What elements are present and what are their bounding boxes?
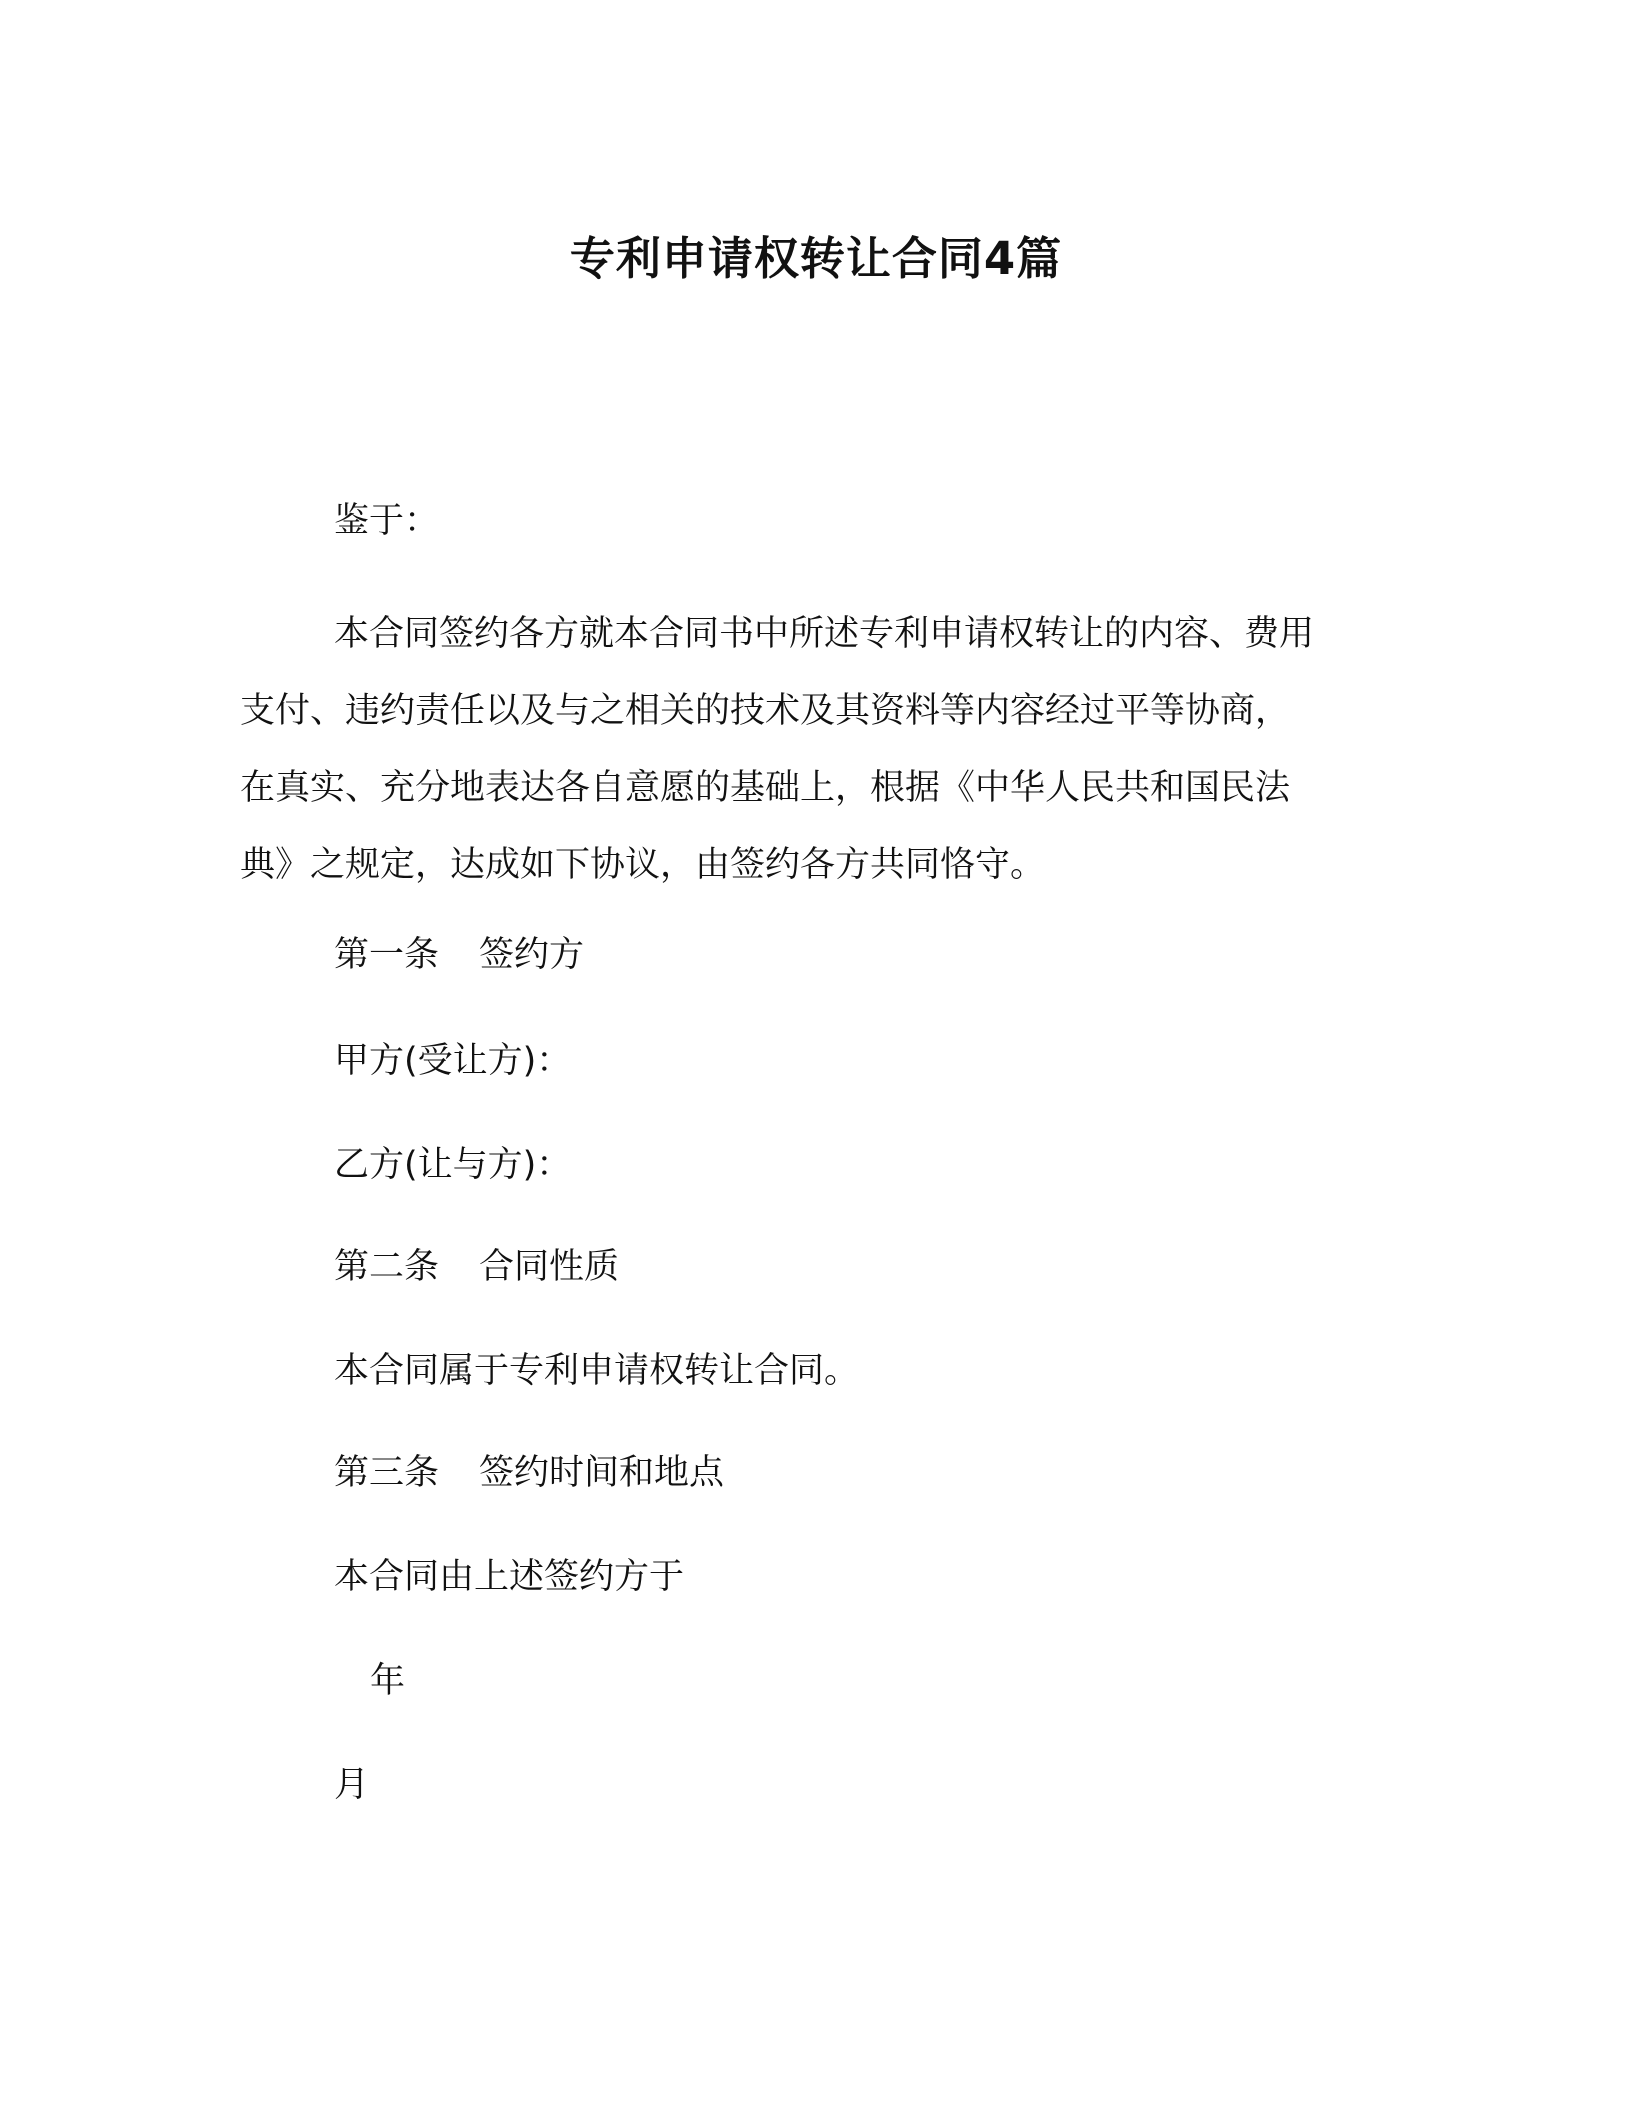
signing-statement: 本合同由上述签约方于 (334, 1557, 685, 1597)
preamble-line: 支付、违约责任以及与之相关的技术及其资料等内容经过平等协商， (240, 691, 1291, 731)
contract-nature-text: 本合同属于专利申请权转让合同。 (334, 1351, 860, 1391)
article-number: 第二条 (334, 1247, 440, 1287)
article-1-heading (334, 930, 584, 980)
party-b-label: 乙方(让与方)： (334, 1145, 572, 1185)
month-label: 月 (334, 1765, 370, 1805)
preamble-line: 典》之规定，达成如下协议，由签约各方共同恪守。 (240, 845, 1046, 885)
article-number: 第三条 (334, 1453, 440, 1493)
party-a-label: 甲方(受让方)： (334, 1041, 572, 1081)
article-2-heading (334, 1242, 619, 1292)
year-label: 年 (370, 1661, 406, 1701)
article-number: 第一条 (334, 935, 440, 975)
document-title: 专利申请权转让合同4篇 (569, 232, 1063, 285)
whereas-label: 鉴于： (334, 501, 440, 541)
article-3-heading (334, 1448, 724, 1498)
article-title: 签约时间和地点 (479, 1453, 725, 1493)
article-title: 签约方 (479, 935, 585, 975)
preamble-line: 本合同签约各方就本合同书中所述专利申请权转让的内容、费用 (334, 614, 1315, 654)
article-title: 合同性质 (479, 1247, 620, 1287)
preamble-line: 在真实、充分地表达各自意愿的基础上，根据《中华人民共和国民法 (240, 768, 1291, 808)
preamble-paragraph (240, 596, 1380, 904)
